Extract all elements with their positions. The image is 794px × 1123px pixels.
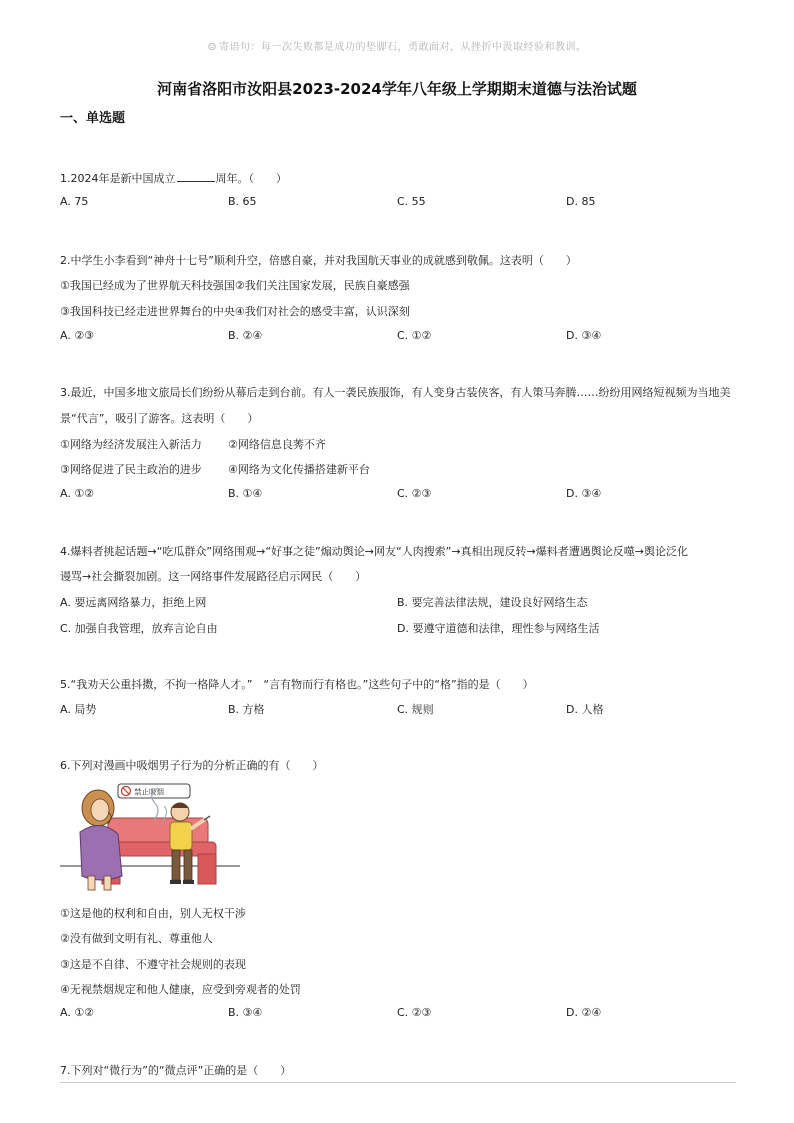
- question-3-stem-cont: 景“代言”，吸引了游客。这表明（ ）: [60, 412, 259, 425]
- option-d[interactable]: D. ②④: [566, 1006, 602, 1019]
- woman-face: [91, 799, 109, 821]
- option-d[interactable]: D. ③④: [566, 487, 602, 500]
- question-4-stem-cont: 谩骂→社会撕裂加剧。这一网络事件发展路径启示网民（ ）: [60, 570, 367, 583]
- smoking-cartoon: [58, 780, 242, 896]
- question-6-item: ①这是他的权利和自由，别人无权干涉: [60, 907, 246, 920]
- question-3-items-row: [60, 436, 740, 452]
- option-a[interactable]: A. ①②: [60, 1006, 95, 1019]
- sign-text: 禁止吸烟: [134, 787, 164, 797]
- option-c[interactable]: C. 55: [397, 195, 426, 208]
- question-6-item: ③这是不自律、不遵守社会规则的表现: [60, 958, 246, 971]
- option-c[interactable]: C. 规则: [397, 703, 434, 716]
- question-2-item: ①我国已经成为了世界航天科技强国②我们关注国家发展，民族自豪感强: [60, 279, 410, 292]
- smile-icon: ☺: [207, 42, 217, 53]
- option-a[interactable]: A. ②③: [60, 329, 95, 342]
- question-5-options: [60, 701, 740, 717]
- question-4-stem: 4.爆料者挑起话题→“吃瓜群众”网络围观→“好事之徒”煽动舆论→网友“人肉搜索”→真相出现反转→爆料者遭遇舆论反噬→舆论泛化: [60, 545, 688, 558]
- option-a[interactable]: A. 局势: [60, 703, 97, 716]
- table-top-rule: [60, 1082, 736, 1083]
- option-c[interactable]: C. ②③: [397, 1006, 432, 1019]
- page-title: 河南省洛阳市汝阳县2023-2024学年八年级上学期期末道德与法治试题: [157, 80, 637, 98]
- section-heading: 一、单选题: [60, 111, 126, 126]
- woman-dress: [80, 825, 122, 880]
- man-shirt: [170, 822, 192, 850]
- motto-header: ☺ 寄语句：每一次失败都是成功的垫脚石，勇敢面对，从挫折中汲取经验和教训。: [207, 42, 587, 53]
- option-a[interactable]: A. 要远离网络暴力，拒绝上网: [60, 596, 207, 609]
- option-d[interactable]: D. ③④: [566, 329, 602, 342]
- option-b[interactable]: B. 要完善法律法规，建设良好网络生态: [397, 596, 588, 609]
- answer-blank: [177, 171, 215, 182]
- question-6-stem: 6.下列对漫画中吸烟男子行为的分析正确的有（ ）: [60, 759, 324, 772]
- question-1-options: [60, 195, 740, 211]
- option-a[interactable]: A. ①②: [60, 487, 95, 500]
- woman-figure: [80, 790, 122, 890]
- man-hair: [171, 803, 189, 808]
- option-c[interactable]: C. ②③: [397, 487, 432, 500]
- option-b[interactable]: B. 方格: [228, 703, 265, 716]
- option-c[interactable]: C. 加强自我管理，放弃言论自由: [60, 622, 218, 635]
- question-3-items-row: [60, 461, 740, 477]
- cigarette-icon: [204, 816, 210, 820]
- question-2-options: [60, 329, 740, 345]
- option-a[interactable]: A. 75: [60, 195, 89, 208]
- question-4-options-row: [60, 620, 740, 636]
- question-2-item: ③我国科技已经走进世界舞台的中央④我们对社会的感受丰富，认识深刻: [60, 305, 410, 318]
- question-6-item: ②没有做到文明有礼、尊重他人: [60, 932, 213, 945]
- option-b[interactable]: B. ①④: [228, 487, 263, 500]
- question-1-stem: 1.2024年是新中国成立 周年。（ ）: [60, 172, 287, 185]
- question-6-options: [60, 1006, 740, 1022]
- option-d[interactable]: D. 人格: [566, 703, 604, 716]
- option-d[interactable]: D. 85: [566, 195, 596, 208]
- question-4-options-row: [60, 594, 740, 610]
- option-b[interactable]: B. 65: [228, 195, 257, 208]
- option-c[interactable]: C. ①②: [397, 329, 432, 342]
- question-3-item: ①网络为经济发展注入新活力: [60, 438, 202, 451]
- question-3-stem: 3.最近，中国多地文旅局长们纷纷从幕后走到台前。有人一袭民族服饰，有人变身古装侠客，有人策马奔腾……纷纷用网络短视频为当地美: [60, 386, 731, 399]
- question-6-item: ④无视禁烟规定和他人健康，应受到旁观者的处罚: [60, 983, 301, 996]
- option-d[interactable]: D. 要遵守道德和法律，理性参与网络生活: [397, 622, 600, 635]
- question-7-stem: 7.下列对“微行为”的“微点评”正确的是（ ）: [60, 1064, 292, 1077]
- question-5-stem: 5.“我劝天公重抖擞，不拘一格降人才。” “言有物而行有格也。”这些句子中的“格”指的是（ ）: [60, 678, 534, 691]
- option-b[interactable]: B. ③④: [228, 1006, 263, 1019]
- question-3-item: ②网络信息良莠不齐: [228, 438, 326, 451]
- question-3-item: ③网络促进了民主政治的进步: [60, 463, 202, 476]
- question-3-item: ④网络为文化传播搭建新平台: [228, 463, 370, 476]
- question-3-options: [60, 487, 740, 503]
- option-b[interactable]: B. ②④: [228, 329, 263, 342]
- question-2-stem: 2.中学生小李看到“神舟十七号”顺利升空，倍感自豪，并对我国航天事业的成就感到敬佩。这表明（ ）: [60, 254, 577, 267]
